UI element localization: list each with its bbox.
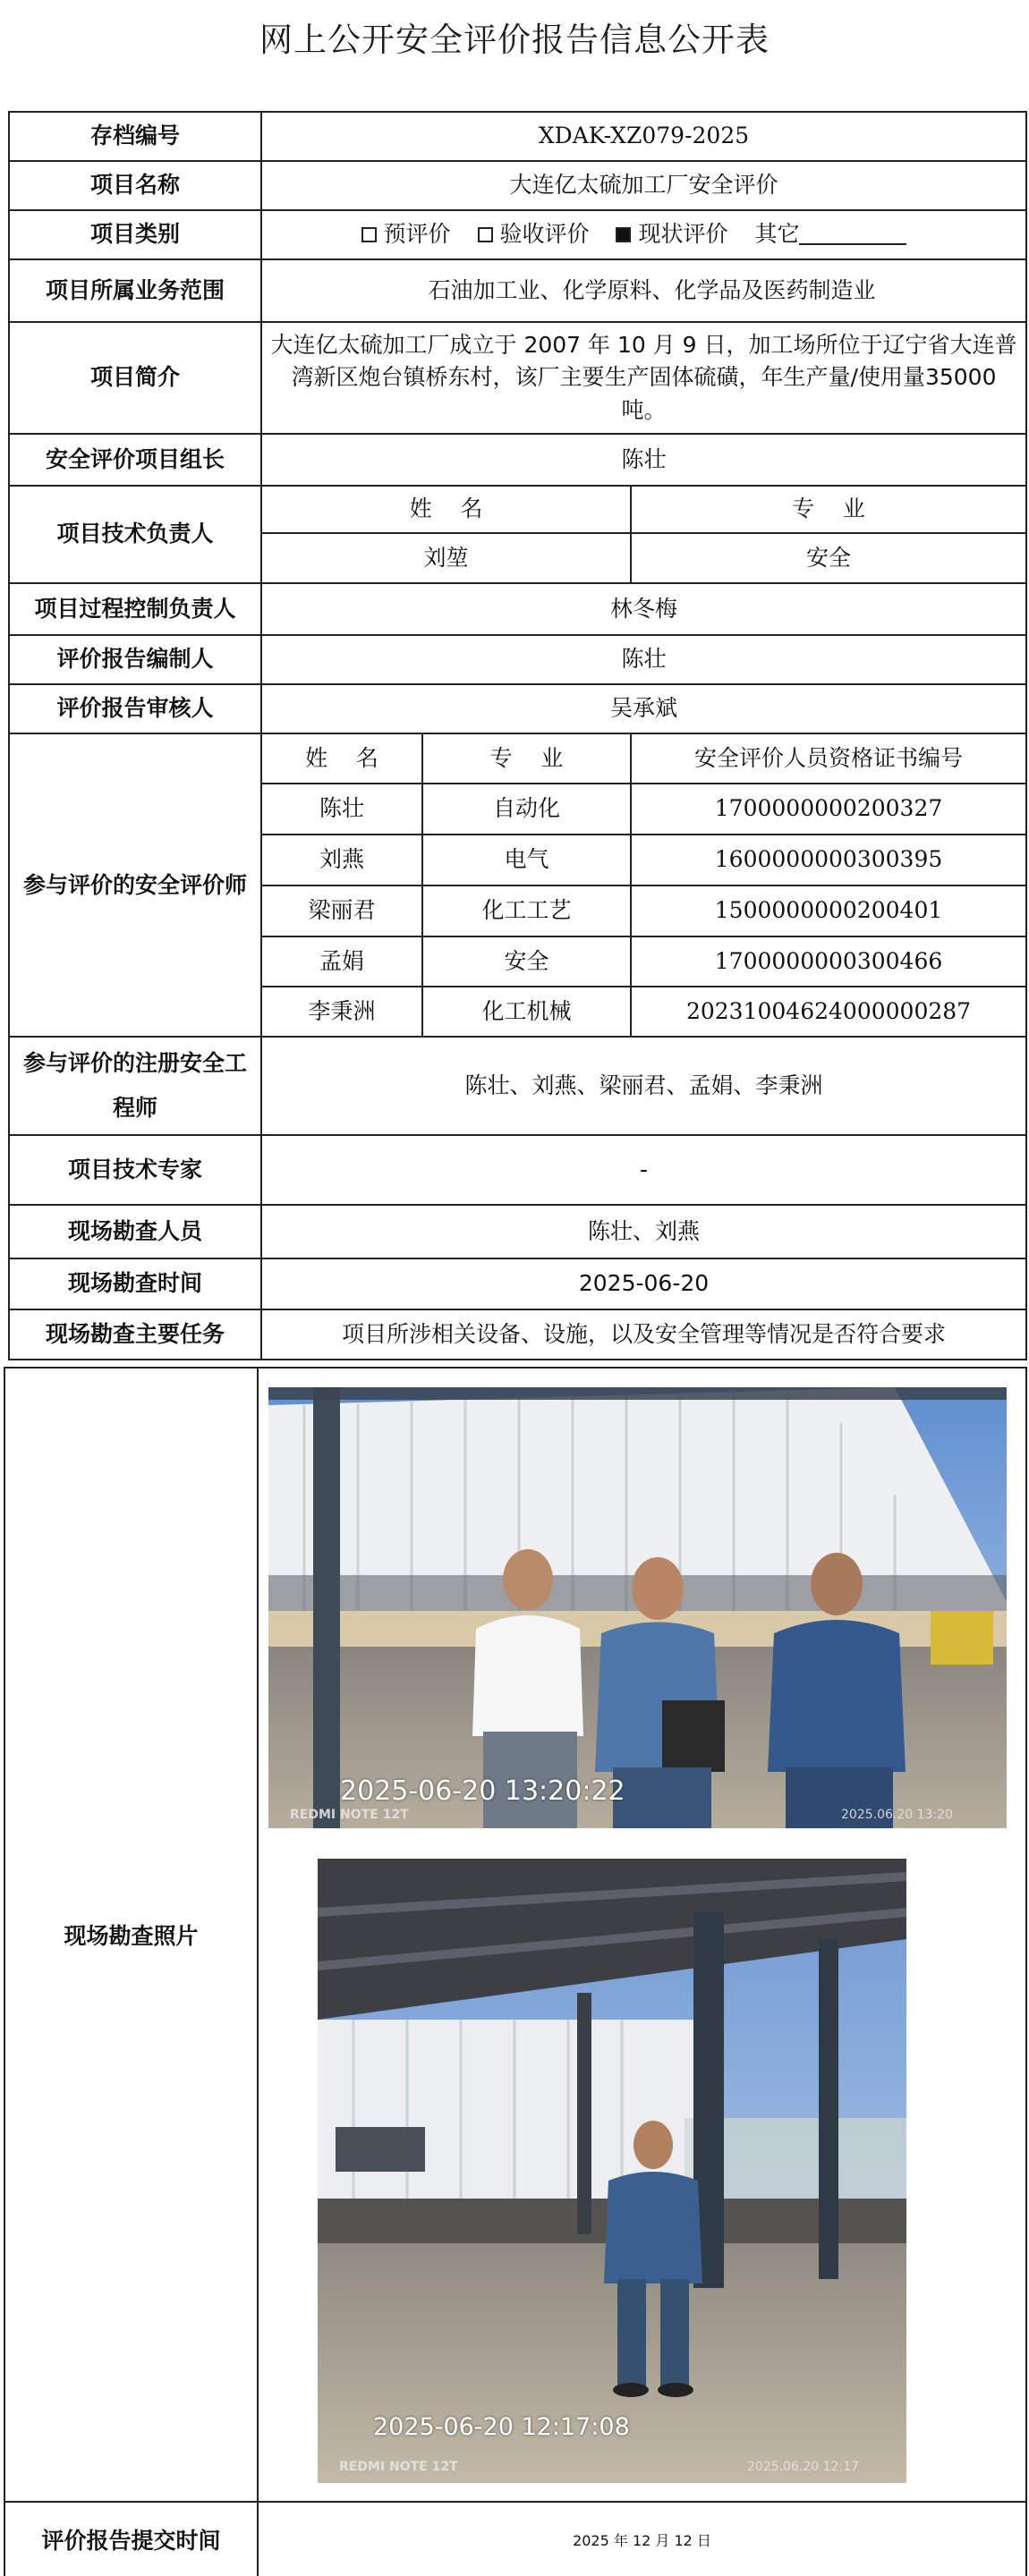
evaluators-major-header: 专 业	[422, 733, 631, 784]
compiler-value: 陈壮	[261, 635, 1026, 684]
tech-lead-label: 项目技术负责人	[9, 486, 261, 583]
photo-timestamp: 2025-06-20 13:20:22	[340, 1775, 625, 1807]
site-photo-single-image	[318, 1859, 906, 2483]
intro-label: 项目简介	[9, 322, 261, 434]
evaluator-major: 电气	[422, 835, 631, 886]
evaluators-label: 参与评价的安全评价师	[9, 733, 261, 1037]
photo-timestamp: 2025-06-20 12:17:08	[373, 2413, 630, 2441]
business-scope-value: 石油加工业、化学原料、化学品及医药制造业	[261, 259, 1026, 322]
camera-brand-watermark: REDMI NOTE 12T	[339, 2460, 458, 2474]
site-photo-single	[318, 1859, 906, 2483]
row-tech-expert	[9, 1135, 1026, 1205]
row-site-inspectors	[9, 1205, 1026, 1258]
process-control-label: 项目过程控制负责人	[9, 583, 261, 635]
checkbox-empty-icon	[361, 227, 377, 242]
site-tasks-label: 现场勘查主要任务	[9, 1309, 261, 1360]
row-team-leader	[9, 434, 1026, 486]
blank-underline	[799, 225, 906, 245]
site-photos-label: 现场勘查照片	[4, 1368, 258, 2502]
project-type-label: 项目类别	[9, 210, 261, 259]
camera-brand-watermark: REDMI NOTE 12T	[290, 1808, 409, 1822]
corner-timestamp: 2025.06.20 13:20	[841, 1808, 953, 1822]
registered-engineers-label: 参与评价的注册安全工程师	[9, 1037, 261, 1135]
project-type-options	[261, 210, 1026, 259]
corner-timestamp: 2025.06.20 12:17	[747, 2460, 859, 2474]
checkbox-empty-icon	[478, 227, 493, 242]
evaluator-name: 刘燕	[261, 835, 422, 886]
option-other: 其它	[754, 221, 906, 247]
option-pre-evaluation: 预评价	[361, 221, 451, 247]
row-process-control	[9, 583, 1026, 635]
row-project-type	[9, 210, 1026, 259]
evaluator-major: 安全	[422, 936, 631, 987]
site-photo-group-image	[268, 1387, 1007, 1828]
tech-lead-name-header: 姓 名	[261, 486, 631, 533]
site-inspectors-value: 陈壮、刘燕	[261, 1205, 1026, 1258]
row-registered-engineers	[9, 1037, 1026, 1135]
tech-expert-label: 项目技术专家	[9, 1135, 261, 1205]
evaluator-cert: 1700000000300466	[631, 936, 1026, 987]
site-inspectors-label: 现场勘查人员	[9, 1205, 261, 1258]
archive-no-label: 存档编号	[9, 112, 261, 161]
row-reviewer	[9, 684, 1026, 733]
evaluator-name: 李秉洲	[261, 987, 422, 1037]
tech-expert-value: -	[261, 1135, 1026, 1205]
row-business-scope	[9, 259, 1026, 322]
tech-lead-name: 刘堃	[261, 533, 631, 583]
evaluator-cert: 1700000000200327	[631, 784, 1026, 835]
evaluator-name: 孟娟	[261, 936, 422, 987]
project-name-value: 大连亿太硫加工厂安全评价	[261, 161, 1026, 210]
reviewer-label: 评价报告审核人	[9, 684, 261, 733]
evaluators-cert-header: 安全评价人员资格证书编号	[631, 733, 1026, 784]
intro-value: 大连亿太硫加工厂成立于 2007 年 10 月 9 日，加工场所位于辽宁省大连普湾新区炮台镇桥东村，该厂主要生产固体硫磺，年生产量/使用量35000 吨。	[261, 322, 1026, 434]
evaluator-name: 梁丽君	[261, 886, 422, 936]
submit-time-value: 2025 年 12 月 12 日	[258, 2502, 1026, 2576]
registered-engineers-value: 陈壮、刘燕、梁丽君、孟娟、李秉洲	[261, 1037, 1026, 1135]
site-time-value: 2025-06-20	[261, 1258, 1026, 1309]
evaluators-name-header: 姓 名	[261, 733, 422, 784]
process-control-value: 林冬梅	[261, 583, 1026, 635]
evaluator-cert: 20231004624000000287	[631, 987, 1026, 1037]
tech-lead-major-header: 专 业	[631, 486, 1026, 533]
business-scope-label: 项目所属业务范围	[9, 259, 261, 322]
option-acceptance-evaluation: 验收评价	[478, 221, 590, 247]
row-site-time	[9, 1258, 1026, 1309]
team-leader-value: 陈壮	[261, 434, 1026, 486]
site-photo-group	[268, 1387, 1007, 1828]
row-evaluators-header	[9, 733, 1026, 784]
option-status-evaluation: 现状评价	[616, 221, 727, 247]
evaluator-name: 陈壮	[261, 784, 422, 835]
reviewer-value: 吴承斌	[261, 684, 1026, 733]
site-time-label: 现场勘查时间	[9, 1258, 261, 1309]
archive-no-value: XDAK-XZ079-2025	[261, 112, 1026, 161]
info-table	[8, 111, 1027, 1360]
row-intro	[9, 322, 1026, 434]
tech-lead-major: 安全	[631, 533, 1026, 583]
evaluator-cert: 1600000000300395	[631, 835, 1026, 886]
compiler-label: 评价报告编制人	[9, 635, 261, 684]
checkbox-filled-icon	[616, 227, 631, 242]
evaluator-major: 化工工艺	[422, 886, 631, 936]
site-tasks-value: 项目所涉相关设备、设施，以及安全管理等情况是否符合要求	[261, 1309, 1026, 1360]
evaluator-major: 自动化	[422, 784, 631, 835]
row-tech-lead-header	[9, 486, 1026, 533]
evaluator-cert: 1500000000200401	[631, 886, 1026, 936]
submit-time-label: 评价报告提交时间	[4, 2502, 258, 2576]
row-site-tasks	[9, 1309, 1026, 1360]
row-compiler	[9, 635, 1026, 684]
project-name-label: 项目名称	[9, 161, 261, 210]
row-submit-time	[4, 2502, 1026, 2576]
page-title: 网上公开安全评价报告信息公开表	[259, 21, 770, 59]
team-leader-label: 安全评价项目组长	[9, 434, 261, 486]
evaluator-major: 化工机械	[422, 987, 631, 1037]
row-project-name	[9, 161, 1026, 210]
row-archive-no	[9, 112, 1026, 161]
